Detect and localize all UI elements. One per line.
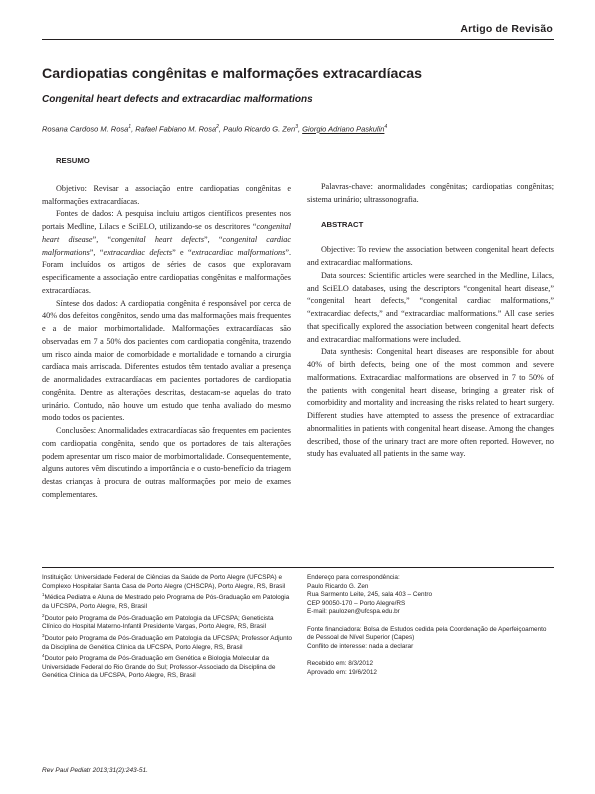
resumo-column (42, 155, 291, 502)
affiliation-sup: 4 (42, 653, 45, 659)
descriptor-term: congenital heart defects (111, 234, 205, 244)
institution-note: Instituição: Universidade Federal de Ciências da Saúde de Porto Alegre (UFCSPA) e Complexo Hospitalar Santa Casa de Porto Alegre (CHSCPA), Porto Alegre, RS, Brasil (42, 574, 286, 590)
descriptor-separator: ”, “ (89, 247, 104, 257)
sources-text: : Scientific articles were searched in the Medline, Lilacs, and SciELO databases, using the descriptors “congenital heart disease,” “congenital heart defects,” “congenital cardiac malformations,” “extracardiac defects,” and “extracardiac malformations.” All case series that specifically explored the association between congenital heart defects and extracardiac malformations were included. (307, 270, 554, 344)
approved-date: Aprovado em: 19/6/2012 (307, 668, 377, 676)
objective-label: Objective (321, 245, 353, 255)
author-sup: 3 (295, 124, 298, 130)
synthesis-text: : Congenital heart diseases are responsible for about 40% of birth defects, being one of the most common and severe malformations. Extracardiac malformations are observed in 7 to 50% of the patients with congenital heart disease, bringing a greater risk of comorbidity and mortality and increasing the risks related to heart surgery. Different studies have attempted to assess the presence of extracardiac abnormalities in patients with congenital heart disease. Among the changes described, those of the urinary tract are more often reported. However, no study has evaluated all patients in the same way. (307, 347, 555, 459)
sintese-text: : A cardiopatia congênita é responsável por cerca de 40% dos defeitos congênitos, sendo uma das malformações mais frequentes e a de maior morbimortalidade. Malformações extracardíacas são observadas em 7 a 50% dos pacientes com cardiopatia congênita, trazendo um risco ainda maior de comorbidade e mortalidade e tornando a cirurgia cardíaca mais arriscada. Diferentes estudos têm tentado avaliar a presença de anormalidades extracardíacas em pacientes portadores de cardiopatia congênita. Dentre as alterações descritas, destacam-se aquelas do trato urinário. Contudo, não houve um estudo que tenha avaliado do mesmo modo todos os pacientes. (42, 298, 291, 423)
objetivo-label: Objetivo (56, 183, 85, 193)
author-name-link[interactable]: Giorgio Adriano Paskulin (302, 124, 385, 134)
received-date: Recebido em: 8/3/2012 (307, 659, 374, 667)
conflict-note: Conflito de interesse: nada a declarar (307, 642, 414, 650)
resumo-sintese (42, 298, 291, 426)
correspondence-label: Endereço para correspondência: (307, 574, 400, 581)
correspondence-street: Rua Sarmento Leite, 245, sala 403 – Centro (307, 591, 433, 599)
funding-note: Fonte financiadora: Bolsa de Estudos cedida pela Coordenação de Aperfeiçoamento de Pessoal de Nível Superior (Capes) (307, 625, 547, 642)
affiliation-1 (42, 591, 292, 611)
resumo-conclusoes (42, 425, 291, 502)
journal-citation: Rev Paul Pediatr 2013;31(2):243-51. (42, 767, 148, 774)
fontes-label: Fontes de dados (56, 209, 112, 219)
correspondence-email[interactable]: E-mail: paulozen@ufcspa.edu.br (307, 608, 400, 616)
descriptor-separator: ”, “ (92, 234, 112, 244)
synthesis-label: Data synthesis (321, 347, 371, 357)
abstract-heading: ABSTRACT (321, 219, 364, 229)
sources-label: Data sources (321, 270, 364, 280)
article-subtitle: Congenital heart defects and extracardiac malformations (42, 94, 313, 105)
palavras-label: Palavras-chave (321, 182, 371, 191)
affiliation-text: Doutor pelo Programa de Pós-Graduação em Patologia da UFCSPA; Professor Adjunto da Disciplina de Genética Clínica da UFCSPA, Porto Alegre, RS, Brasil (42, 634, 292, 651)
author-sup: 1 (128, 124, 132, 130)
descriptor-term: extracardiac malformations (191, 247, 286, 257)
author-name: Paulo Ricardo G. Zen (223, 124, 296, 134)
affiliation-sup: 3 (42, 632, 45, 638)
resumo-fontes (42, 208, 291, 297)
descriptor-separator: ”, “ (204, 234, 223, 244)
article-title: Cardiopatias congênitas e malformações extracardíacas (42, 66, 423, 82)
affiliation-2 (42, 612, 292, 632)
resumo-palavras-chave (307, 181, 554, 207)
header-rule (42, 39, 554, 40)
section-tag: Artigo de Revisão (460, 23, 553, 35)
descriptor-separator: ” e “ (172, 247, 192, 257)
resumo-objetivo (42, 183, 291, 209)
fontes-text: : A pesquisa incluiu artigos científicos presentes nos portais Medline, Lilacs e SciELO, utilizando-se os descritores “ (42, 209, 291, 231)
objective-text: : To review the association between congenital heart defects and extracardiac malformations. (307, 245, 554, 267)
resumo-heading: RESUMO (56, 156, 90, 165)
affiliation-3 (42, 632, 292, 652)
objetivo-text: : Revisar a associação entre cardiopatias congênitas e malformações extracardíacas. (42, 183, 291, 206)
author-name: Rafael Fabiano M. Rosa (135, 124, 217, 134)
footnote-rule (42, 567, 554, 568)
palavras-text: : anormalidades congênitas; cardiopatias congênitas; sistema urinário; ultrassonografia. (307, 182, 554, 204)
sintese-label: Síntese dos dados (56, 298, 116, 308)
author-name: Rosana Cardoso M. Rosa (42, 124, 129, 134)
correspondence-cep: CEP 90050-170 – Porto Alegre/RS (307, 599, 406, 607)
abstract-synthesis (307, 346, 554, 461)
affiliation-text: Médica Pediatra e Aluna de Mestrado pelo Programa de Pós-Graduação em Patologia da UFCSPA, Porto Alegre, RS, Brasil (42, 594, 290, 610)
descriptor-term: congenital heart disease (42, 222, 291, 244)
affiliations-footnotes (42, 574, 292, 681)
affiliation-text: Doutor pelo Programa de Pós-Graduação em Genética e Biologia Molecular da Universidade Federal do Rio Grande do Sul; Professor-Associado da Disciplina de Genética Clínica da UFCSPA, Porto Alegre, RS, Brasil (42, 655, 276, 680)
affiliation-4 (42, 652, 292, 681)
affiliation-text: Doutor pelo Programa de Pós-Graduação em Patologia da UFCSPA; Geneticista Clínico do Hospital Materno-Infantil Presidente Vargas, Porto Alegre, RS, Brasil (42, 614, 274, 631)
correspondence-name: Paulo Ricardo G. Zen (307, 582, 369, 590)
affiliation-sup: 2 (42, 612, 45, 618)
author-list: Rosana Cardoso M. Rosa$^1$, Rafael Fabiano M. Rosa$^2$, Paulo Ricardo G. Zen$^3$, Giorgio Adriano Paskulin$^4$ (42, 124, 388, 134)
fontes-text-end: ”. Foram incluídos os artigos de séries de casos que exploravam especificamente a associação entre cardiopatias congênitas e malformações extracardíacas. (42, 247, 292, 295)
author-sup: 2 (216, 124, 219, 130)
descriptor-term: extracardiac defects (103, 247, 173, 257)
conclusoes-label: Conclusões (56, 426, 94, 435)
abstract-objective (307, 244, 554, 270)
abstract-sources (307, 270, 554, 347)
conclusoes-text: : Anormalidades extracardíacas são frequentes em pacientes com cardiopatia congênita, sendo que os portadores de tais alterações podem apresentar um risco maior de morbimortalidade. Consequentemente, alguns autores vêm discutindo a importância e o custo-benefício da triagem destas crianças à procura de outras malformações por meio de exames complementares. (42, 426, 291, 499)
correspondence-footnotes (307, 574, 554, 677)
descriptor-term: congenital cardiac malformations (42, 234, 291, 257)
affiliation-sup: 1 (42, 592, 45, 598)
abstract-column (307, 155, 554, 461)
author-sup: 4 (384, 124, 388, 130)
